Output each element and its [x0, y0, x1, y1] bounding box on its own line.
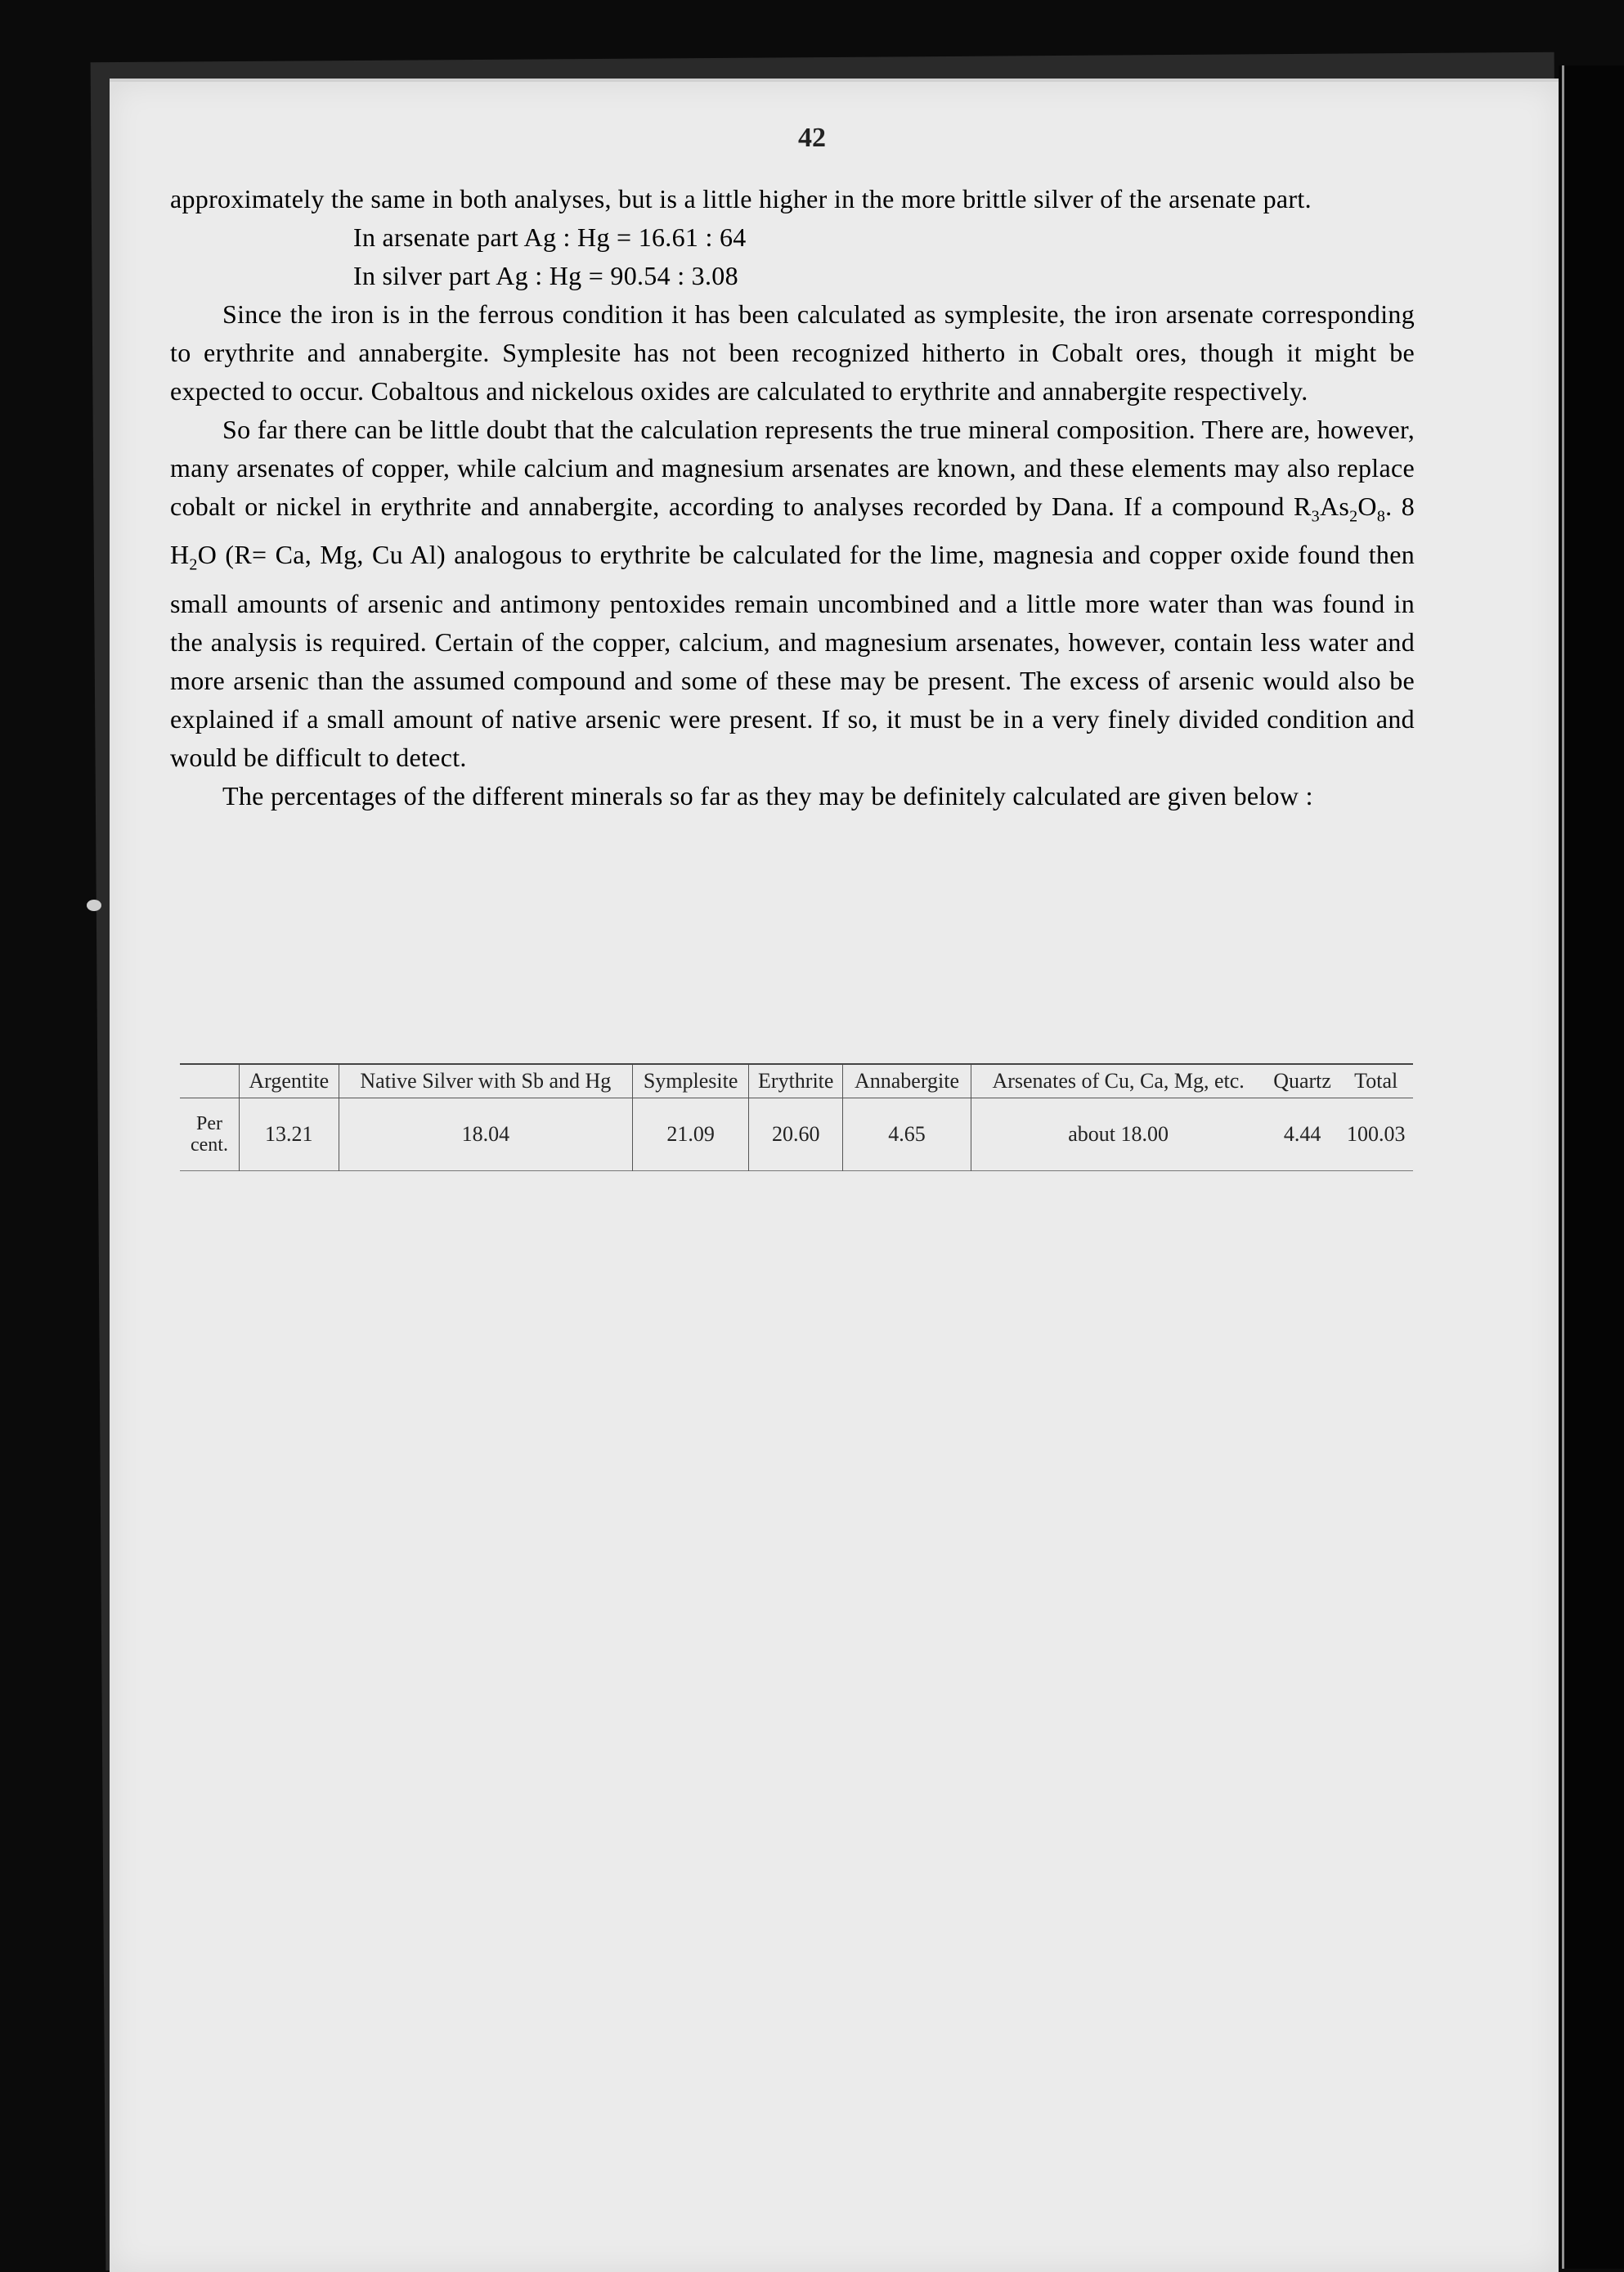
- header-annabergite: Annabergite: [843, 1064, 971, 1098]
- row-label: Per cent.: [191, 1113, 228, 1156]
- formula-silver: In silver part Ag : Hg = 90.54 : 3.08: [353, 261, 738, 290]
- cell-annabergite: 4.65: [843, 1098, 971, 1171]
- page-number: 42: [798, 123, 826, 153]
- adjacent-page-edge: [1559, 65, 1624, 2269]
- text-span: . 8 H: [170, 492, 1415, 570]
- text-span: O (R= Ca, Mg, Cu Al) analogous to erythrite be calculated for the lime, magnesia and copper oxide found then small amounts of arsenic and antimony pentoxides remain uncombined and a little more water than was found in the analysis is required. Certain of the copper, calcium, and magnesium arsenates, however, contain less water and more arsenic than the assumed compound and some of these may be present. The excess of arsenic would also be explained if a small amount of native arsenic were present. If so, it must be in a very finely divided condition and would be difficult to detect.: [170, 540, 1415, 772]
- header-total: Total: [1354, 1069, 1398, 1093]
- header-native-silver: Native Silver with Sb and Hg: [339, 1064, 633, 1098]
- body-text: [170, 180, 1415, 815]
- scan-artifact: [87, 900, 101, 911]
- cell-argentite: 13.21: [240, 1098, 339, 1171]
- header-erythrite: Erythrite: [749, 1064, 843, 1098]
- text-span: So far there can be little doubt that the calculation represents the true mineral composition. There are, however, many arsenates of copper, while calcium and magnesium arsenates are known, and these elements may also replace cobalt or nickel in erythrite and annabergite, according to analyses recorded by Dana. If a compound R: [170, 415, 1415, 521]
- page-edge-line: [1562, 65, 1564, 2269]
- header-symplesite: Symplesite: [633, 1064, 749, 1098]
- subscript: 2: [1349, 507, 1358, 526]
- text-span: O: [1357, 492, 1377, 521]
- cell-total: 100.03: [1346, 1122, 1406, 1146]
- table-row: [180, 1098, 1413, 1171]
- header-argentite: Argentite: [240, 1064, 339, 1098]
- text-span: As: [1319, 492, 1350, 521]
- cell-erythrite: 20.60: [749, 1098, 843, 1171]
- minerals-table-wrap: [180, 1063, 1413, 1171]
- paragraph-percentages-intro: The percentages of the different minerals so far as they may be definitely calculated are given below :: [222, 780, 1313, 810]
- header-corner: [180, 1064, 240, 1098]
- cell-symplesite: 21.09: [633, 1098, 749, 1171]
- cell-quartz: 4.44: [1283, 1122, 1321, 1146]
- subscript: 3: [1311, 507, 1320, 526]
- cell-arsenates: about 18.00: [971, 1098, 1266, 1171]
- paragraph-composition: [170, 411, 1415, 777]
- cell-native-silver: 18.04: [339, 1098, 633, 1171]
- header-quartz: Quartz: [1273, 1069, 1331, 1093]
- table-header-row: [180, 1064, 1413, 1098]
- minerals-table: [180, 1063, 1413, 1171]
- paragraph-symplesite: Since the iron is in the ferrous condition it has been calculated as symplesite, the iron arsenate corresponding to erythrite and annabergite. Symplesite has not been recognized hitherto in Cobalt ores, though it might be expected to occur. Cobaltous and nickelous oxides are calculated to erythrite and annabergite respectively.: [170, 299, 1415, 406]
- formula-arsenate: In arsenate part Ag : Hg = 16.61 : 64: [353, 222, 747, 252]
- subscript: 2: [189, 555, 198, 574]
- header-arsenates: Arsenates of Cu, Ca, Mg, etc.: [971, 1064, 1266, 1098]
- continuation-paragraph: approximately the same in both analyses, but is a little higher in the more brittle silver of the arsenate part.: [170, 184, 1312, 213]
- subscript: 8: [1376, 507, 1386, 526]
